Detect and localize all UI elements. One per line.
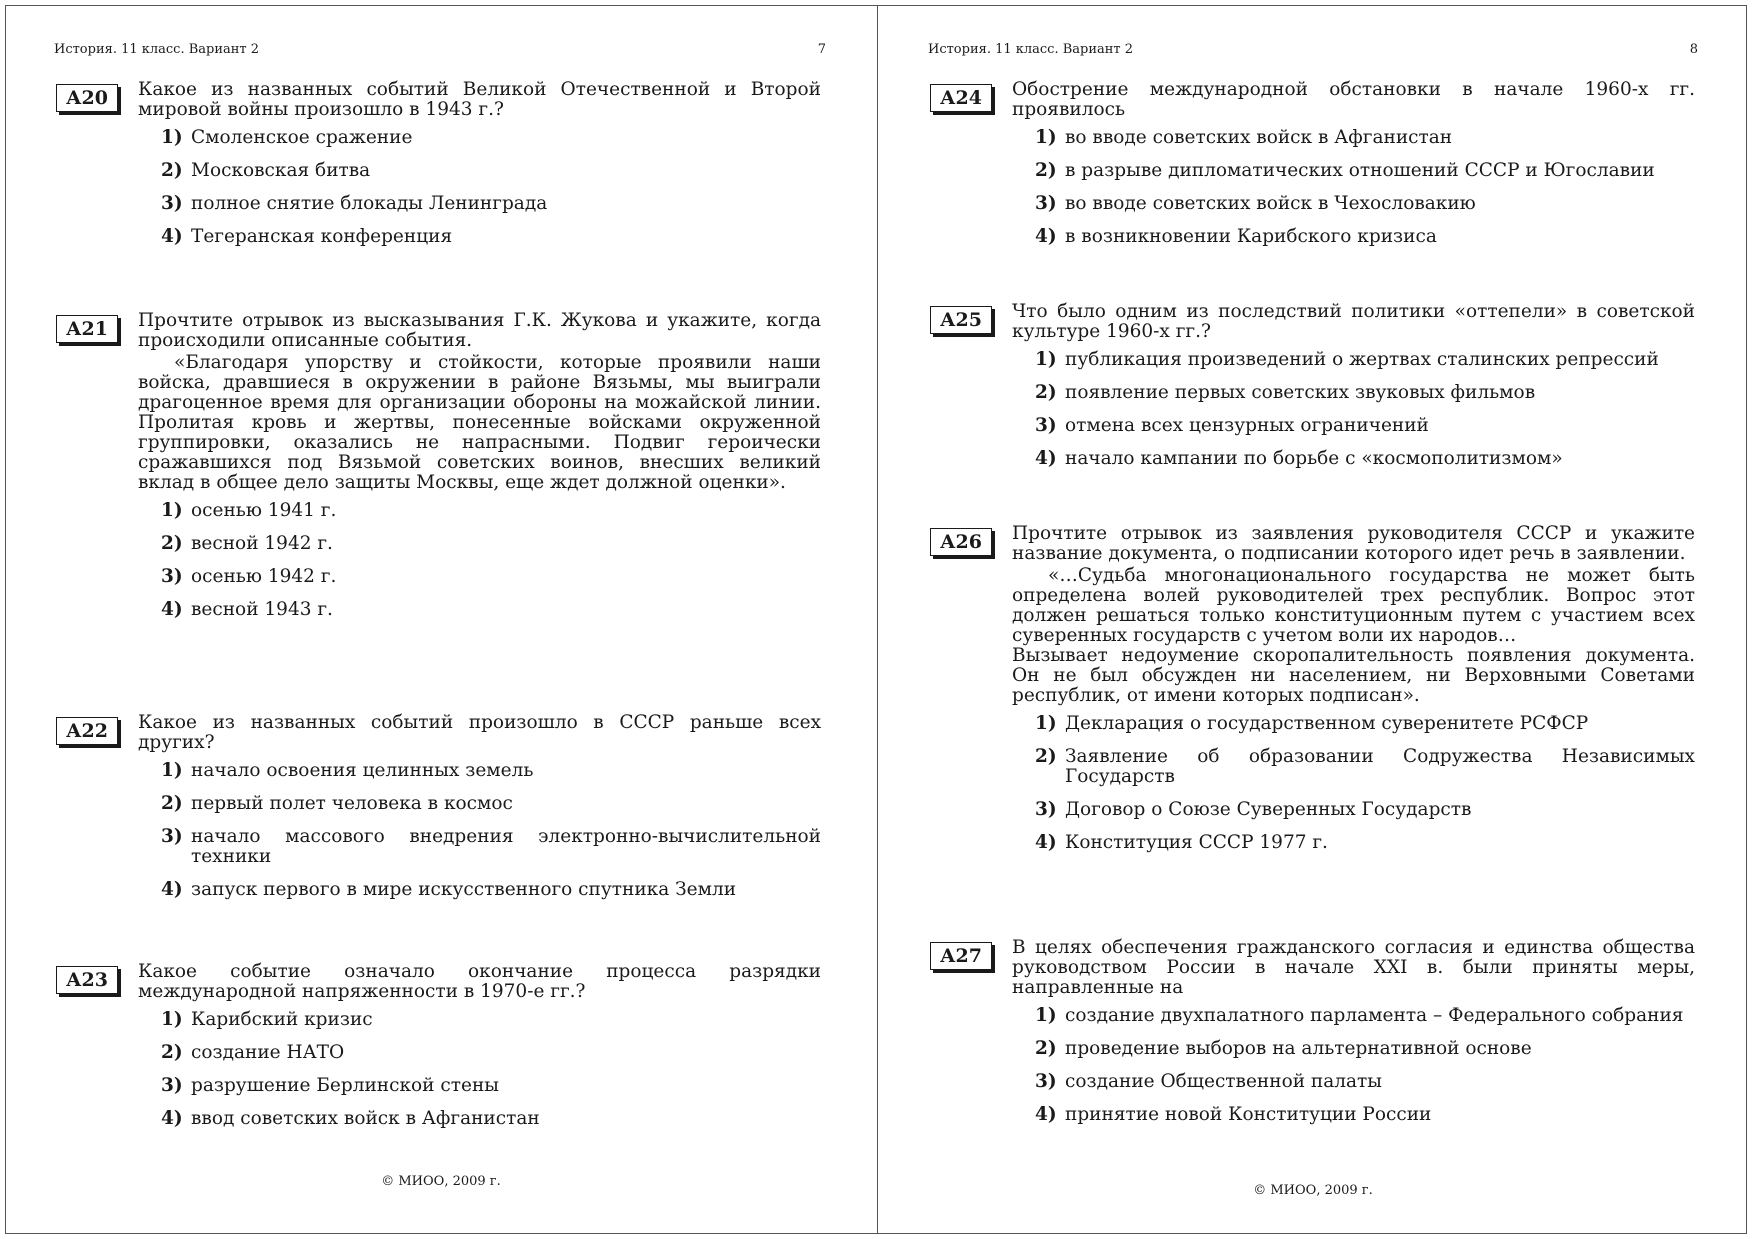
option-1 [1035,714,1695,734]
option-number: 4) [161,1108,183,1129]
option-text: Карибский кризис [191,1009,373,1030]
option-number: 2) [161,1042,183,1063]
option-text: начало освоения целинных земель [191,760,534,781]
option-text: в возникновении Карибского кризиса [1065,226,1437,247]
option-number: 1) [1035,127,1057,148]
option-3 [1035,1072,1695,1092]
option-text: разрушение Берлинской стены [191,1075,499,1096]
option-4 [1035,1105,1695,1125]
options-list [161,761,821,900]
option-text: публикация произведений о жертвах сталинских репрессий [1065,349,1659,370]
option-number: 2) [161,160,183,181]
options-list [161,1010,821,1129]
options-list [1035,1006,1695,1125]
task-label: А23 [56,966,118,994]
option-2 [161,1043,821,1063]
option-text: запуск первого в мире искусственного спутника Земли [191,879,737,900]
options-list [1035,128,1695,247]
option-number: 3) [161,826,183,847]
option-text: Договор о Союзе Суверенных Государств [1065,799,1472,820]
task-a26 [930,524,1695,866]
option-text: отмена всех цензурных ограничений [1065,415,1429,436]
option-number: 1) [1035,349,1057,370]
option-text: Заявление об образовании Содружества Независимых Государств [1065,746,1695,787]
page-spread [5,5,1747,1234]
option-number: 4) [161,599,183,620]
option-text: создание двухпалатного парламента – Федерального собрания [1065,1005,1684,1026]
option-number: 1) [1035,1005,1057,1026]
option-text: осенью 1942 г. [191,566,337,587]
task-label: А25 [930,306,992,334]
task-a25 [930,302,1695,482]
option-number: 2) [161,533,183,554]
page-number: 8 [1689,42,1698,57]
task-label: А27 [930,942,992,970]
option-4 [161,600,821,620]
task-label: А20 [56,84,118,112]
option-text: создание Общественной палаты [1065,1071,1383,1092]
option-number: 4) [1035,226,1057,247]
option-number: 1) [161,1009,183,1030]
option-3 [161,827,821,867]
task-label: А26 [930,528,992,556]
option-number: 3) [161,566,183,587]
option-4 [1035,833,1695,853]
option-text: осенью 1941 г. [191,500,337,521]
option-number: 2) [1035,382,1057,403]
options-list [161,128,821,247]
option-3 [161,1076,821,1096]
page-footer: © МИОО, 2009 г. [1253,1183,1373,1198]
option-text: во вводе советских войск в Афганистан [1065,127,1453,148]
option-1 [161,128,821,148]
option-4 [161,880,821,900]
task-a24 [930,80,1695,260]
option-text: создание НАТО [191,1042,345,1063]
page-right [878,6,1748,1233]
option-4 [161,227,821,247]
option-text: весной 1942 г. [191,533,333,554]
option-text: начало кампании по борьбе с «космополитизмом» [1065,448,1563,469]
task-label: А21 [56,315,118,343]
option-1 [161,1010,821,1030]
option-3 [161,194,821,214]
task-a20 [56,80,821,260]
option-number: 4) [1035,448,1057,469]
option-text: начало массового внедрения электронно-вычислительной техники [191,826,821,867]
task-label: А22 [56,717,118,745]
option-text: Смоленское сражение [191,127,413,148]
option-number: 3) [1035,1071,1057,1092]
option-number: 3) [161,1075,183,1096]
option-4 [1035,227,1695,247]
task-a23 [56,962,821,1142]
question-text: Какое из названных событий произошло в СССР раньше всех других? [138,712,821,753]
option-3 [161,567,821,587]
header-title: История. 11 класс. Вариант 2 [54,42,260,57]
option-number: 1) [161,127,183,148]
question-text: Какое из названных событий Великой Отечественной и Второй мировой войны произошло в 1943 г.? [138,79,821,120]
option-2 [1035,1039,1695,1059]
option-3 [1035,194,1695,214]
option-text: появление первых советских звуковых фильмов [1065,382,1536,403]
option-number: 1) [1035,713,1057,734]
option-text: Декларация о государственном суверенитете РСФСР [1065,713,1589,734]
option-number: 1) [161,760,183,781]
option-text: во вводе советских войск в Чехословакию [1065,193,1476,214]
task-a27 [930,938,1695,1138]
option-number: 4) [1035,1104,1057,1125]
options-list [1035,714,1695,853]
option-2 [1035,161,1695,181]
option-1 [1035,128,1695,148]
option-number: 4) [161,879,183,900]
option-2 [1035,747,1695,787]
option-text: первый полет человека в космос [191,793,513,814]
question-text: Какое событие означало окончание процесса разрядки международной напряженности в 1970-е гг.? [138,961,821,1002]
task-a22 [56,713,821,913]
option-2 [161,161,821,181]
option-text: в разрыве дипломатических отношений СССР и Югославии [1065,160,1655,181]
option-3 [1035,416,1695,436]
option-2 [1035,383,1695,403]
option-number: 2) [161,793,183,814]
option-text: Конституция СССР 1977 г. [1065,832,1328,853]
option-number: 1) [161,500,183,521]
task-a21 [56,311,821,633]
option-4 [161,1109,821,1129]
question-text: В целях обеспечения гражданского согласия и единства общества руководством России в начале XXI в. были приняты меры, направленные на [1012,937,1695,998]
page-number: 7 [817,42,826,57]
option-2 [161,794,821,814]
option-text: проведение выборов на альтернативной основе [1065,1038,1532,1059]
option-number: 3) [1035,415,1057,436]
option-number: 2) [1035,160,1057,181]
option-3 [1035,800,1695,820]
task-label: А24 [930,84,992,112]
option-number: 4) [161,226,183,247]
option-number: 3) [1035,193,1057,214]
option-1 [1035,350,1695,370]
page-header [928,42,1698,57]
option-1 [161,501,821,521]
option-number: 2) [1035,746,1057,767]
option-1 [1035,1006,1695,1026]
option-number: 2) [1035,1038,1057,1059]
page-footer: © МИОО, 2009 г. [381,1174,501,1189]
option-text: Тегеранская конференция [191,226,453,247]
options-list [1035,350,1695,469]
quote-text: «Благодаря упорству и стойкости, которые проявили наши войска, дравшиеся в окружении в районе Вязьмы, мы выиграли драгоценное время для организации обороны на можайской линии. Пролитая кровь и жертвы, понесенные войсками окруженной группировки, оказались не напрасными. Подвиг героически сражавшихся под Вязьмой советских воинов, внесших великий вклад в общее дело защиты Москвы, еще ждет должной оценки». [138,352,821,493]
option-text: Московская битва [191,160,371,181]
option-2 [161,534,821,554]
quote-text-continued: Вызывает недоумение скоропалительность появления документа. Он не был обсужден ни населением, ни Верховными Советами республик, от имени которых подписан». [1012,645,1695,706]
question-text: Обострение международной обстановки в начале 1960-х гг. проявилось [1012,79,1695,120]
question-text: Прочтите отрывок из высказывания Г.К. Жукова и укажите, когда происходили описанные события. [138,310,821,351]
question-text: Прочтите отрывок из заявления руководителя СССР и укажите название документа, о подписании которого идет речь в заявлении. [1012,523,1695,564]
page-header [54,42,826,57]
option-1 [161,761,821,781]
option-text: полное снятие блокады Ленинграда [191,193,548,214]
page-left [6,6,876,1233]
quote-text: «…Судьба многонационального государства не может быть определена волей руководителей трех республик. Вопрос этот должен решаться только конституционным путем с участием всех суверенных государств с учетом воли их народов… [1012,565,1695,646]
option-number: 4) [1035,832,1057,853]
header-title: История. 11 класс. Вариант 2 [928,42,1134,57]
option-text: весной 1943 г. [191,599,333,620]
option-text: принятие новой Конституции России [1065,1104,1432,1125]
option-4 [1035,449,1695,469]
question-text: Что было одним из последствий политики «оттепели» в советской культуре 1960-х гг.? [1012,301,1695,342]
option-text: ввод советских войск в Афганистан [191,1108,540,1129]
option-number: 3) [161,193,183,214]
options-list [161,501,821,620]
option-number: 3) [1035,799,1057,820]
